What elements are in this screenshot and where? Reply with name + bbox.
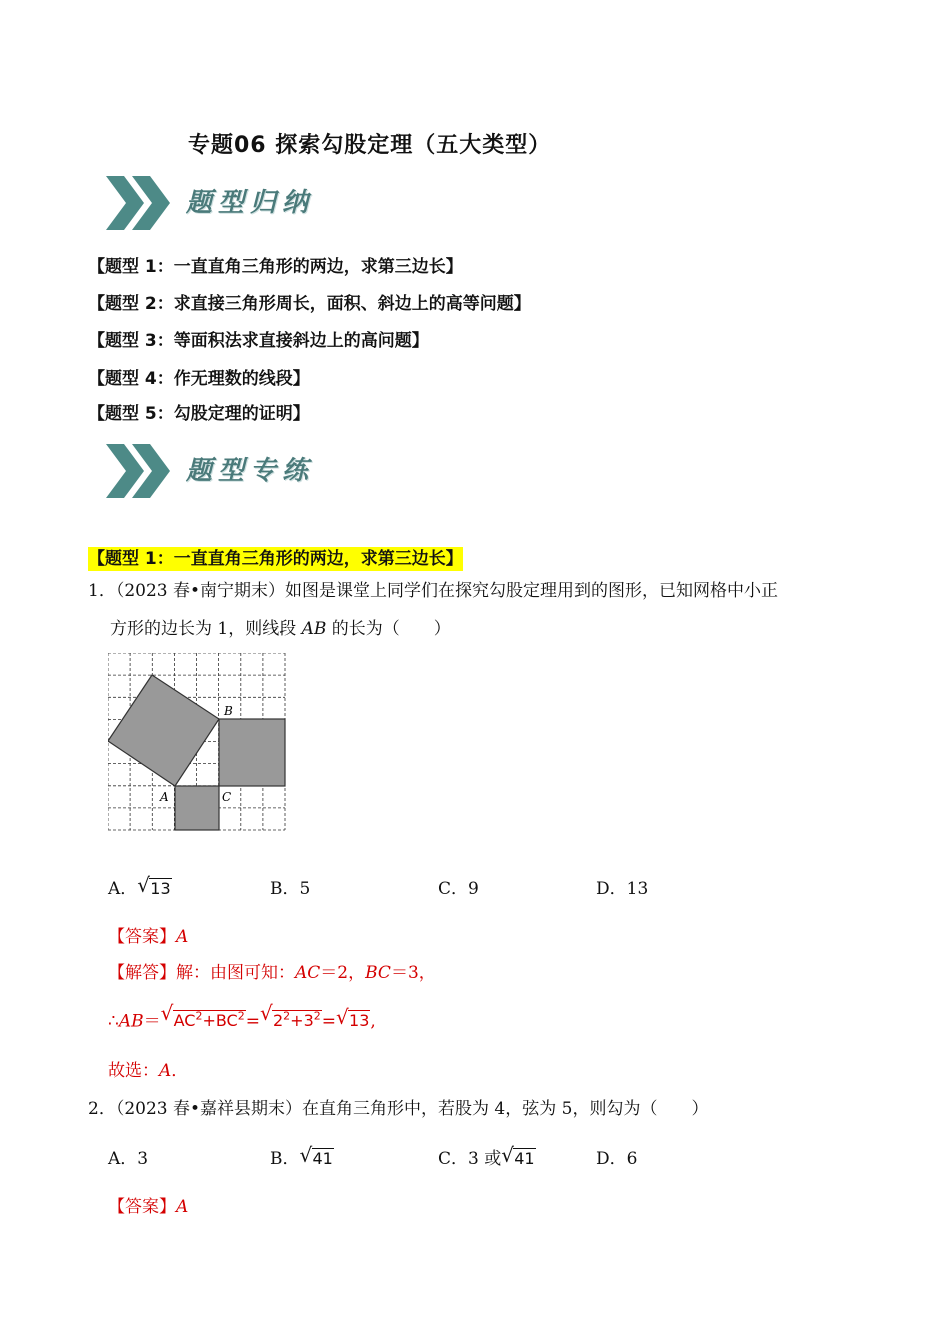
type-item-2: 【题型 2：求直接三角形周长，面积、斜边上的高等问题】 [88,294,531,314]
q1-line1 [88,576,778,606]
sqrt-expr-2: √ $2^2+3^2$ [260,1002,322,1036]
type-item-4: 【题型 4：作无理数的线段】 [88,369,310,389]
q2-option-a[interactable]: A．3 [108,1149,149,1169]
label-a: A [160,790,169,804]
q1-line2: 方形的边长为 1，则线段 AB 的长为（ ） [110,619,451,639]
section-banner-practice [104,440,424,504]
square-on-bc [219,719,285,786]
q2-answer: 【答案】A [108,1197,189,1217]
type-item-5: 【题型 5：勾股定理的证明】 [88,404,310,424]
q2-option-d[interactable]: D．6 [596,1149,638,1169]
label-b: B [224,704,233,718]
q1-option-c[interactable]: C．9 [438,879,479,899]
q1-option-d[interactable]: D．13 [596,879,649,899]
sqrt-expr-3: √ 13 [336,1006,370,1036]
q1-text1: （2023 春•南宁期末）如图是课堂上同学们在探究勾股定理用到的图形，已知网格中小正 [115,581,779,601]
page-title: 专题06 探索勾股定理（五大类型） [188,133,552,158]
q2-number: 2． [88,1099,116,1119]
double-chevron-icon [104,172,174,234]
sqrt-expr-1: √ $AC^2+BC^2$ [161,1002,246,1036]
q2-text: （2023 春•嘉祥县期末）在直角三角形中，若股为 4，弦为 5，则勾为（ ） [115,1099,709,1119]
banner-label: 题型归纳 [186,188,315,218]
q2-option-b[interactable]: B．√ 41 [270,1144,334,1174]
label-c: C [222,790,232,804]
square-on-hypotenuse [108,675,219,786]
q1-number: 1． [88,581,116,601]
section-banner-summary [104,172,424,236]
q1-figure [108,653,286,831]
section-heading: 【题型 1：一直直角三角形的两边，求第三边长】 [88,549,463,569]
q1-solution-line2: ∴AB＝√ $AC^2+BC^2=√$ $2^2+3^2=√$ 13, [108,1002,376,1036]
q1-choose: 故选：A． [108,1061,189,1081]
double-chevron-icon [104,440,174,502]
square-on-ac [175,786,219,830]
q2-option-c[interactable]: C．3 或√ 41 [438,1144,536,1174]
q1-answer: 【答案】A [108,927,189,947]
q1-solution-line1: 【解答】解：由图可知：AC＝2，BC＝3， [108,963,436,983]
banner-label: 题型专练 [186,456,315,486]
q1-option-b[interactable]: B．5 [270,879,311,899]
type-item-1: 【题型 1：一直直角三角形的两边，求第三边长】 [88,257,463,277]
q1-option-a[interactable]: A．√ 13 [108,874,172,904]
type-item-3: 【题型 3：等面积法求直接斜边上的高问题】 [88,331,429,351]
q2-line1 [88,1094,708,1124]
